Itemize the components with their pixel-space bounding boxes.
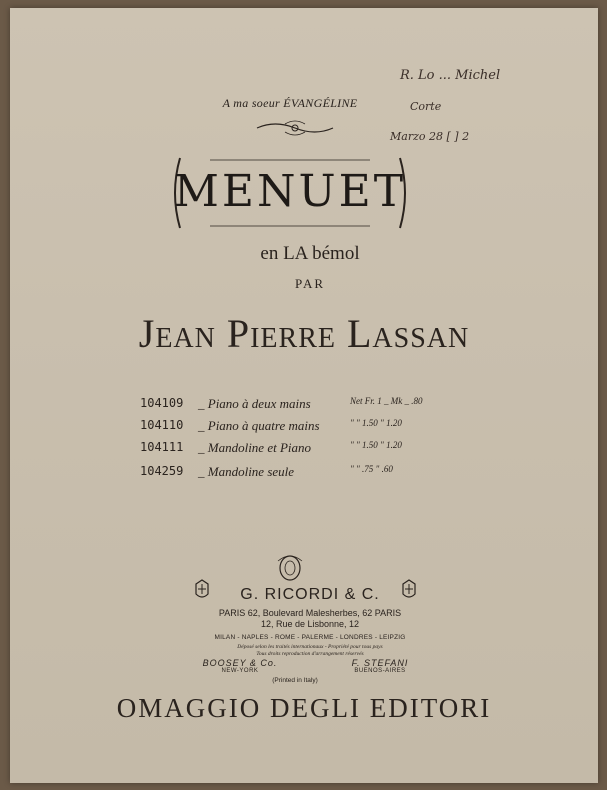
signature-line: R. Lo ... Michel	[400, 68, 501, 83]
list-item	[140, 440, 470, 460]
copyright-notice	[190, 644, 430, 658]
notice-line: Déposé selon les traités internationaux - Propriété pour tous pays	[237, 644, 383, 650]
handwritten-signature	[390, 68, 540, 158]
notice-line: Tous droits reproduction d'arrangement réservés	[256, 651, 364, 657]
agent-name: F. STEFANI	[351, 658, 409, 668]
list-item	[140, 418, 470, 438]
work-name: _ Piano à deux mains	[198, 396, 311, 411]
work-name: _ Piano à quatre mains	[198, 418, 320, 433]
title-block	[170, 148, 410, 238]
work-name: _ Mandoline et Piano	[198, 440, 312, 455]
footer-title: OMAGGIO DEGLI EDITORI	[116, 693, 492, 723]
signature-line: Corte	[410, 100, 442, 113]
flourish-ornament-icon	[255, 116, 335, 140]
list-item	[140, 396, 470, 416]
agent-city: NEW-YORK	[221, 668, 259, 674]
address-line: 12, Rue de Lisbonne, 12	[260, 619, 360, 629]
sheet-music-cover	[10, 8, 598, 783]
catalog-number: 104111	[140, 440, 184, 454]
royal-crest-icon	[193, 578, 211, 602]
composer-name: Jean Pierre Lassan	[138, 311, 470, 356]
catalog-number: 104109	[140, 396, 184, 410]
publisher-address	[175, 608, 445, 630]
list-item	[140, 464, 470, 484]
work-price: Net Fr. 1 _ Mk _ .80	[350, 396, 423, 406]
publisher-cities: MILAN - NAPLES - ROME - PALERME - LONDRES - LEIPZIG	[214, 634, 406, 641]
work-price: " " 1.50 " 1.20	[350, 418, 402, 428]
catalog-number: 104110	[140, 418, 184, 432]
agent	[325, 658, 435, 674]
work-price: " " .75 " .60	[350, 464, 393, 474]
dedication: A ma soeur ÉVANGÉLINE	[222, 96, 358, 110]
printed-note: (Printed in Italy)	[272, 677, 318, 684]
address-line: PARIS 62, Boulevard Malesherbes, 62 PARIS	[218, 608, 402, 618]
royal-crest-icon	[400, 578, 418, 602]
signature-line: Marzo 28 [ ] 2	[390, 130, 470, 143]
agent-city: BUENOS-AIRES	[354, 668, 406, 674]
subtitle: en LA bémol	[260, 243, 360, 264]
agent-name: BOOSEY & Co.	[202, 658, 278, 668]
by-label: PAR	[294, 276, 326, 291]
publisher-name: G. RICORDI & C.	[240, 586, 380, 603]
catalog-number: 104259	[140, 464, 184, 478]
work-price: " " 1.50 " 1.20	[350, 440, 402, 450]
page-title: MENUET	[173, 166, 407, 217]
ricordi-seal-icon	[190, 553, 390, 583]
agent	[185, 658, 295, 674]
work-name: _ Mandoline seule	[198, 464, 295, 479]
